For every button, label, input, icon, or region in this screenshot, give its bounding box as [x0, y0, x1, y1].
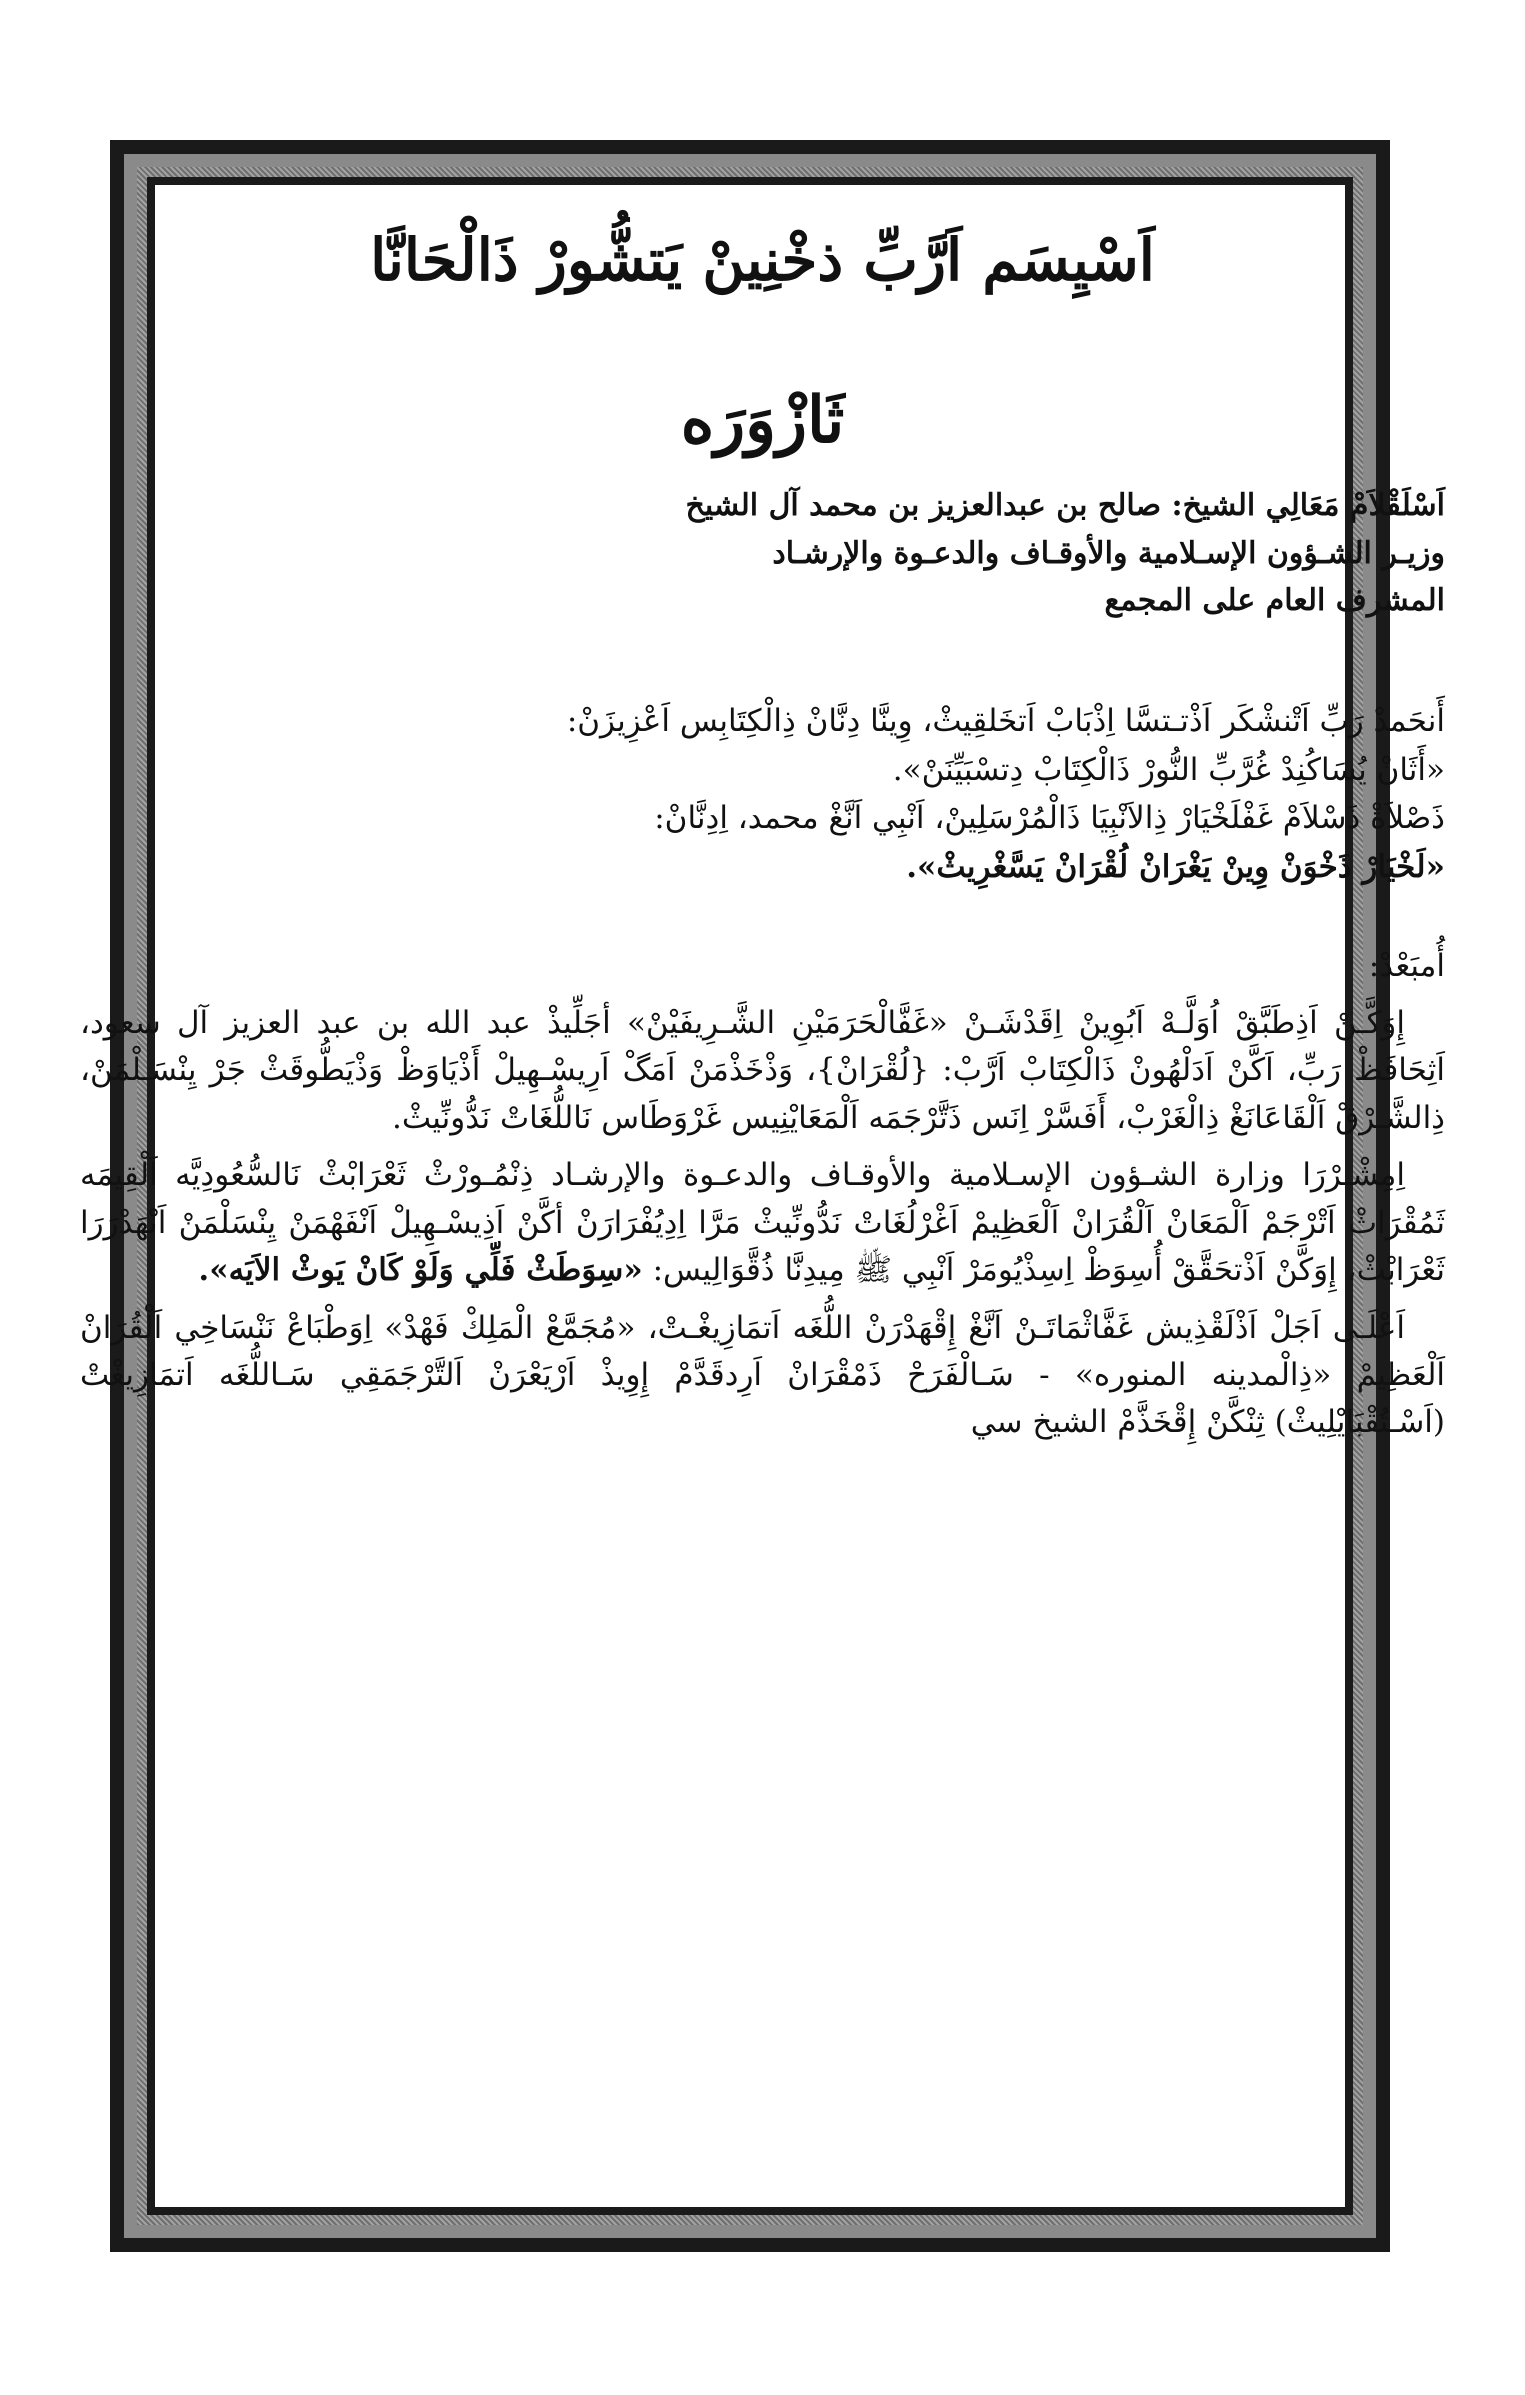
- intro-line-hadith: «لَخْيَارْ ذَخْوَنْ وِينْ يَغْرَانْ لُقْرَانْ يَسَّغْرِيثْ».: [906, 849, 1445, 886]
- intro-block: [80, 697, 1445, 893]
- author-position-line: وزيـر الشـؤون الإسـلامية والأوقـاف والدعـوة والإرشـاد: [772, 535, 1445, 571]
- author-role-line: المشرف العام على المجمع: [1104, 583, 1445, 619]
- paragraph-2: [80, 1152, 1445, 1294]
- paragraph-3: [80, 1305, 1445, 1447]
- paragraph-1: [80, 1000, 1445, 1142]
- section-title: ثَازْوَرَه: [680, 383, 845, 459]
- paragraph-2-quote: «سِوَطَثْ فَلِّي وَلَوْ كَانْ يَوثْ الاَيَه».: [198, 1252, 643, 1289]
- intro-line-salutation: ذَصْلاَةْ ذَسْلاَمْ غَفْلَخْيَارْ ذِالاَنْبِيَا ذَالْمُرْسَلِينْ، اَنْبِي اَنَّغْ محمد، اِدِنَّانْ:: [654, 800, 1445, 837]
- paragraph-3-text: اَعْلَـى اَجَلْ اَذْلَقْذِيش غَفَّاثْمَاتَـنْ اَنَّغْ إِقْهَدْرَنْ اللُّغَه اَتمَازِيغْـتْ، «مُجَمَّعْ الْمَلِكْ فَهْدْ» اِوَطْبَاعْ نَنْسَاخِي اَلْقُرَانْ اَلْعَظِيمْ «ذِالْمدينه المنوره» - سَـالْفَرَحْ ذَمْقْرَانْ اَرِدقَدَّمْ إِوِيذْ اَرْيَعْرَنْ اَلتَّرْجَمَقِي سَـاللُّغَه اَتمَازِيغْتْ (اَسْـتُقْبَايْلِيثْ) ثِنْكَّنْ إِقْخَذَّمْ الشيخ سي: [80, 1309, 1445, 1441]
- author-block: [80, 482, 1445, 624]
- paragraph-1-text: إِوَكَّـنْ اَذِطَبَّقْ اُوَلَّـهْ اَبُوِينْ اِقَدْشَـنْ «غَفَّالْحَرَمَيْنِ الشَّـرِيفَيْنْ» أجَلِّيذْ عبد الله بن عبد العزيز آل سعود، اَثِحَافَظْ رَبِّ، اَكَّنْ اَدَلْهُونْ ذَالْكِتَابْ اَرَّبْ: {لُقْرَانْ}، وَذْخَذْمَنْ اَمَگْ اَرِيسْـهِيلْ أَذْيَاوَظْ وَذْيَطُّوقَثْ جَرْ يِنْسَـلْمَنْ، ذِالشَّـرْقْ اَلْقَاعَانَغْ ذِالْغَرْبْ، أَفَسَّرْ اِنَس ذَتَّرْجَمَه اَلْمَعَايْنِيس غَرْوَطَاس نَاللُّغَاتْ نَدُّونِّيثْ.: [80, 1005, 1445, 1136]
- paragraph-2-text: اِمِشْـرْرَا وزارة الشـؤون الإسـلامية والأوقـاف والدعـوة والإرشـاد ذِنْمُـورْثْ ثَعْرَابْثْ نَالسُّعُودِيَّه اَلْقِيمَه ثَمُقْرَاثْ اَتْرْجَمْ اَلْمَعَانْ اَلْقُرَانْ اَلْعَظِيمْ اَغْرْلُغَاتْ نَدُّونِّيثْ مَرَّا اِدِيُفْرَارَنْ أكَّنْ اَذِيسْـهِيلْ اَنْفَهْمَنْ يِنْسَلْمَنْ اَنْهَدْرَرَا ثَعْرَابْثْ، إِوَكَّنْ اَذْتحَقَّقْ أُسِوَظْ اِسِذْيُومَرْ اَنْبِي ﷺ مِيدِنَّا ذُقَّوَالِيس:: [80, 1157, 1445, 1289]
- author-name-line: اَسْلَقْلاَمْ مَعَالِي الشيخ: صالح بن عبدالعزيز بن محمد آل الشيخ: [685, 488, 1445, 524]
- page-text: [80, 220, 1445, 1457]
- intro-line-praise: أَنحَمدْ رَبِّ اَتْنشْكَر اَذْتـتسَّا اِذْبَابْ اَتخَلقِيثْ، وِينَّا دِنَّانْ ذِالْكِتَابِس اَعْزِيزَنْ:: [566, 702, 1445, 739]
- amma-heading: أُمبَعْدْ:: [1368, 948, 1445, 985]
- page-title: اَسْيِسَم اَرَّبِّ ذخْنِينْ يَتشُّورْ ذَالْحَانَّا: [370, 226, 1155, 294]
- intro-line-verse: «أَثَانْ يُسَاكُنِدْ غُرَّبِّ النُّورْ ذَالْكِتَابْ دِتسْبَيِّنَنْ».: [892, 751, 1445, 788]
